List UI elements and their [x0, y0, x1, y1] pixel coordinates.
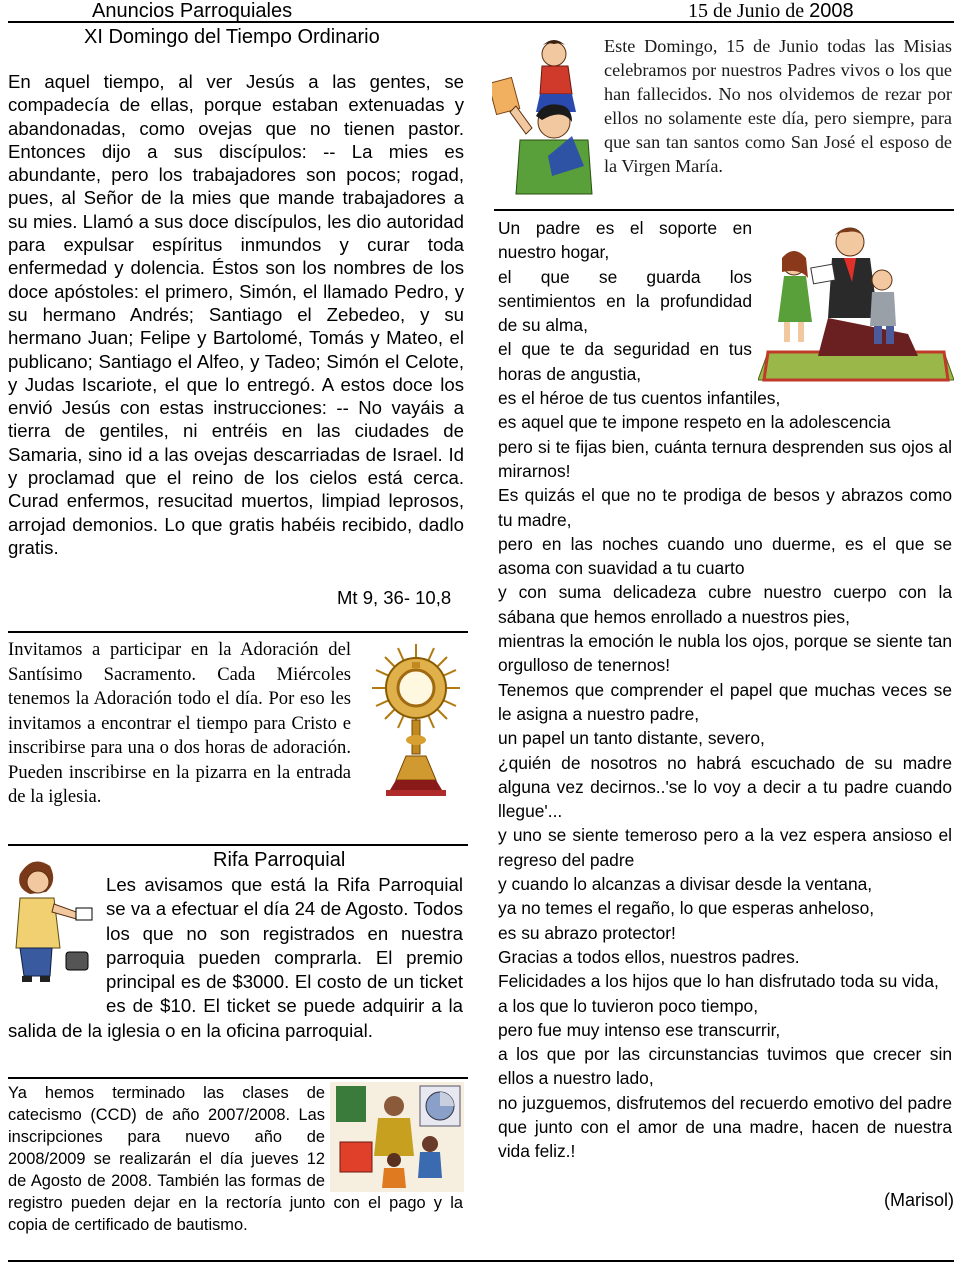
poema-line: Es quizás el que no te prodiga de besos y abrazos como tu madre,	[498, 485, 952, 530]
poema-line: ¿quién de nosotros no habrá escuchado de su madre alguna vez decirnos..'se lo voy a decir a tu padre cuando llegue'...	[498, 752, 952, 822]
catecismo-text: Ya hemos terminado las clases de catecismo (CCD) de año 2007/2008. Las inscripciones para nuevo año de 2008/2009 se realizarán el día jueves 12 de Agosto de 2008. También las formas de registro pueden dejar en la rectoría junto con el pago y la copia de certificado de bautismo.	[8, 1084, 463, 1234]
poema-line: a los que por las circunstancias tuvimos que crecer sin ellos a nuestro lado,	[498, 1044, 952, 1089]
poema-line: pero en las noches cuando uno duerme, es el que se asoma con suavidad a tu cuarto	[498, 533, 952, 579]
date-year: 2008	[809, 0, 854, 22]
poema-line: Gracias a todos ellos, nuestros padres.	[498, 946, 800, 967]
family-gift-icon	[758, 222, 954, 382]
raffle-seller-icon	[2, 852, 100, 984]
gospel-reference: Mt 9, 36- 10,8	[337, 587, 452, 608]
misa-rule	[494, 209, 954, 211]
poema-line: un papel un tanto distante, severo,	[498, 728, 765, 749]
gospel-title: XI Domingo del Tiempo Ordinario	[84, 26, 380, 48]
date-prefix: 15 de Junio de	[688, 0, 810, 22]
poema-line: el que te da seguridad en tus horas de angustia,	[498, 339, 752, 384]
rifa-title: Rifa Parroquial	[213, 849, 346, 871]
misa-padres-text: Este Domingo, 15 de Junio todas las Misias celebramos por nuestros Padres vivos o los que han fallecidos. No nos olvidemos de rezar por ellos no solamente este día, pero siempre, para que san tan santos como San José el esposo de la Virgen María.	[604, 36, 952, 176]
poema-line: mientras la emoción le nubla los ojos, porque se siente tan orgulloso de tenernos!	[498, 631, 952, 676]
poema-line: pero si te fijas bien, cuánta ternura desprenden sus ojos al mirarnos!	[498, 436, 952, 481]
bulletin-section-title: Anuncios Parroquiales	[92, 0, 293, 22]
poema-line: ya no temes el regaño, lo que esperas anheloso,	[498, 898, 875, 919]
poema-line: pero fue muy intenso ese transcurrir,	[498, 1019, 781, 1040]
rifa-text: Les avisamos que está la Rifa Parroquial se va a efectuar el día 24 de Agosto. Todos los que no son registrados en nuestra parroquia pueden comprarla. El premio principal es de $3000. El costo de un ticket es de $10. El ticket se puede adquirir a la salida de la iglesia o en la oficina parroquial.	[8, 874, 463, 1041]
father-child-icon	[492, 36, 600, 196]
poema-line: y uno se siente temeroso pero a la vez espera ansioso el regreso del padre	[498, 825, 952, 870]
poema-line: Tenemos que comprender el papel que muchas veces se le asigna a nuestro padre,	[498, 679, 952, 724]
poema-line: Un padre es el soporte en nuestro hogar,	[498, 218, 752, 263]
poema-line: es su abrazo protector!	[498, 922, 676, 943]
rifa-rule	[8, 844, 468, 846]
poema-line: es aquel que te impone respeto en la adolescencia	[498, 412, 891, 433]
poema-line: y cuando lo alcanzas a divisar desde la ventana,	[498, 874, 873, 895]
poema-line: Felicidades a los hijos que lo han disfrutado toda su vida,	[498, 971, 939, 992]
poema-line: a los que lo tuvieron poco tiempo,	[498, 995, 759, 1016]
classroom-icon	[330, 1082, 464, 1192]
poema-line: es el héroe de tus cuentos infantiles,	[498, 388, 781, 409]
gospel-rule	[8, 631, 468, 633]
header-rule	[8, 21, 954, 23]
poema-line: y con suma delicadeza cubre nuestro cuerpo con la sábana que hemos enrollado a nuestros pies,	[498, 582, 952, 627]
bulletin-date	[688, 0, 854, 23]
monstrance-icon	[368, 640, 464, 800]
poema-line: no juzguemos, disfrutemos del recuerdo emotivo del padre que junto con el amor de una madre, hacen de nuestra vida feliz.!	[498, 1092, 952, 1162]
catecismo-rule	[8, 1077, 468, 1079]
footer-rule	[8, 1260, 954, 1262]
gospel-text: En aquel tiempo, al ver Jesús a las gentes, se compadecía de ellas, porque estaban extenuadas y abandonadas, como ovejas que no tienen pastor. Entonces dijo a sus discípulos: -- La mies es abundante, pero los trabajadores son pocos; rogad, pues, al Señor de la mies que mande trabajadores a su mies. Llamó a sus doce discípulos, les dio autoridad para expulsar espíritus inmundos y curar toda enfermedad y dolencia. Éstos son los nombres de los doce apóstoles: el primero, Simón, el llamado Pedro, y su hermano Andrés; Santiago el Zebedeo, y su hermano Juan; Felipe y Bartolomé, Tomás y Mateo, el publicano; Santiago el Alfeo, y Tadeo; Simón el Celote, y Judas Iscariote, el que lo entregó. A estos doce los envió Jesús con estas instrucciones: -- No vayáis a tierra de gentiles, ni entréis en las ciudades de Samaria, sino id a las ovejas descarriadas de Israel. Id y proclamad que el reino de los cielos está cerca. Curad enfermos, resucitad muertos, limpiad leprosos, arrojad demonios. Lo que gratis habéis recibido, dadlo gratis.	[8, 71, 464, 558]
adoracion-text: Invitamos a participar en la Adoración del Santísimo Sacramento. Cada Miércoles tenemos la Adoración todo el día. Por eso les invitamos a encontrar el tiempo para Cristo e inscribirse para una o dos horas de adoración. Pueden inscribirse en la pizarra en la entrada de la iglesia.	[8, 639, 351, 807]
poema-line: el que se guarda los sentimientos en la profundidad de su alma,	[498, 266, 752, 336]
poema-signature: (Marisol)	[884, 1190, 954, 1210]
